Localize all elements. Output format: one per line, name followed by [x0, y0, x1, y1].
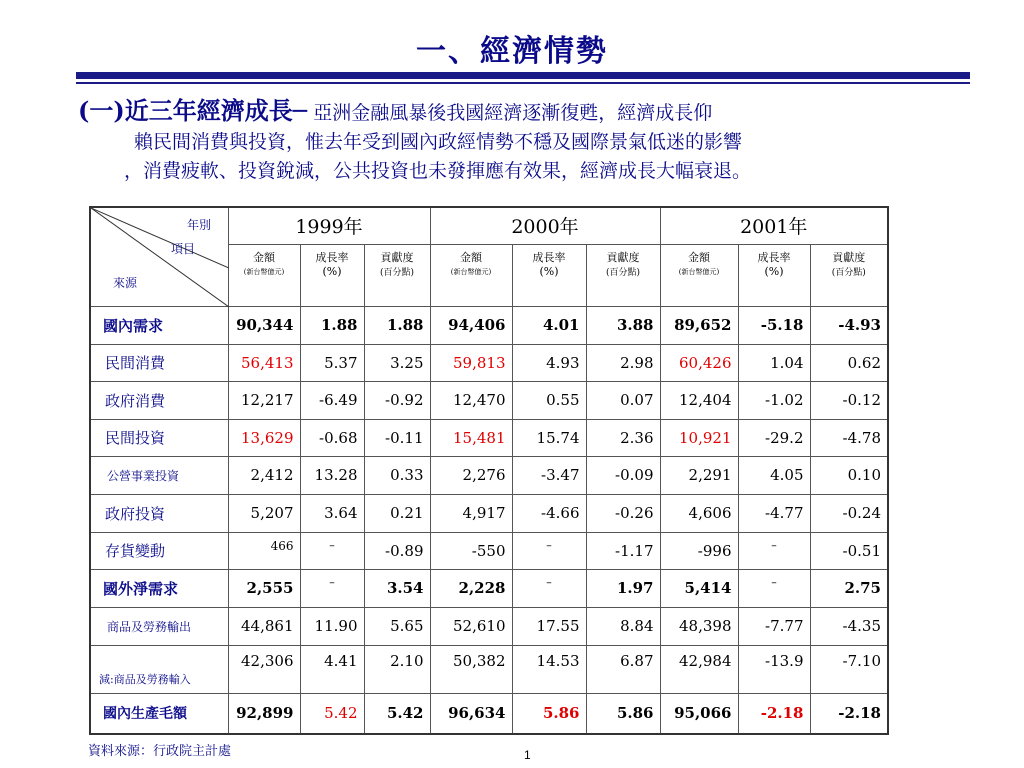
- table-cell: –: [738, 532, 810, 569]
- table-row: [90, 494, 888, 532]
- table-cell: 12,470: [430, 381, 512, 419]
- table-cell: -1.17: [586, 532, 660, 569]
- table-cell: -13.9: [738, 645, 810, 693]
- table-cell: -0.11: [364, 419, 430, 456]
- table-cell: 42,306: [228, 645, 300, 693]
- table-cell: -0.92: [364, 381, 430, 419]
- table-cell: -4.66: [512, 494, 586, 532]
- table-cell: 3.88: [586, 306, 660, 344]
- table-cell: 15,481: [430, 419, 512, 456]
- table-cell: 466: [228, 532, 300, 569]
- table-cell: 50,382: [430, 645, 512, 693]
- table-cell: 10,921: [660, 419, 738, 456]
- table-cell: 4,917: [430, 494, 512, 532]
- table-cell: 5,207: [228, 494, 300, 532]
- sub-header-amount: 金額 (新台幣億元): [430, 244, 512, 306]
- year-header-2001: 2001年: [660, 207, 888, 244]
- table-row: [90, 344, 888, 381]
- table-cell: 8.84: [586, 607, 660, 645]
- table-cell: 2.36: [586, 419, 660, 456]
- sub-header-growth: 成長率 (%): [512, 244, 586, 306]
- table-cell: -0.89: [364, 532, 430, 569]
- table-cell: 96,634: [430, 693, 512, 734]
- table-cell: 89,652: [660, 306, 738, 344]
- table-cell: 59,813: [430, 344, 512, 381]
- table-cell: -4.77: [738, 494, 810, 532]
- table-cell: 4.93: [512, 344, 586, 381]
- table-cell: -3.47: [512, 456, 586, 494]
- table-cell: 0.10: [810, 456, 888, 494]
- table-cell: -6.49: [300, 381, 364, 419]
- table-cell: -29.2: [738, 419, 810, 456]
- sub-header-contribution: 貢獻度 (百分點): [364, 244, 430, 306]
- table-cell: -0.09: [586, 456, 660, 494]
- table-cell: –: [512, 532, 586, 569]
- table-cell: 15.74: [512, 419, 586, 456]
- table-row: [90, 693, 888, 734]
- table-cell: 1.04: [738, 344, 810, 381]
- intro-line-2: 賴民間消費與投資，惟去年受到國內政經情勢不穩及國際景氣低迷的影響: [134, 131, 743, 153]
- row-label: 政府投資: [90, 494, 228, 532]
- table-cell: 56,413: [228, 344, 300, 381]
- table-cell: 3.54: [364, 569, 430, 607]
- table-cell: 1.88: [364, 306, 430, 344]
- sub-header-growth: 成長率 (%): [300, 244, 364, 306]
- intro-text-1: 亞洲金融風暴後我國經濟逐漸復甦，經濟成長仰: [307, 102, 713, 124]
- table-row: [90, 456, 888, 494]
- table-cell: 95,066: [660, 693, 738, 734]
- corner-label-item: 項目: [171, 242, 196, 256]
- table-cell: 0.55: [512, 381, 586, 419]
- table-cell: 90,344: [228, 306, 300, 344]
- table-cell: 94,406: [430, 306, 512, 344]
- table-cell: 14.53: [512, 645, 586, 693]
- table-cell: –: [300, 569, 364, 607]
- table-cell: 2.10: [364, 645, 430, 693]
- table-cell: 6.87: [586, 645, 660, 693]
- table-cell: 2,555: [228, 569, 300, 607]
- table-cell: -0.12: [810, 381, 888, 419]
- table-cell: -0.68: [300, 419, 364, 456]
- table-cell: 0.33: [364, 456, 430, 494]
- row-label: 商品及勞務輸出: [90, 607, 228, 645]
- table-cell: 2,291: [660, 456, 738, 494]
- table-cell: 13,629: [228, 419, 300, 456]
- table-cell: 5.42: [300, 693, 364, 734]
- table-cell: 2.75: [810, 569, 888, 607]
- table-cell: 5.65: [364, 607, 430, 645]
- sub-header-growth: 成長率 (%): [738, 244, 810, 306]
- table-cell: -7.10: [810, 645, 888, 693]
- sub-header-contribution: 貢獻度 (百分點): [810, 244, 888, 306]
- page-number: 1: [524, 748, 531, 762]
- table-cell: 12,404: [660, 381, 738, 419]
- table-cell: 2,276: [430, 456, 512, 494]
- corner-header: [90, 207, 228, 306]
- row-label: 減:商品及勞務輸入: [90, 645, 228, 693]
- table-row: [90, 607, 888, 645]
- table-cell: -0.51: [810, 532, 888, 569]
- intro-line-3: ，消費疲軟、投資銳減，公共投資也未發揮應有效果，經濟成長大幅衰退。: [124, 160, 752, 182]
- table-cell: 60,426: [660, 344, 738, 381]
- corner-label-year: 年別: [187, 218, 212, 232]
- sub-header-contribution: 貢獻度 (百分點): [586, 244, 660, 306]
- table-cell: 5.37: [300, 344, 364, 381]
- gdp-table: [89, 206, 889, 735]
- table-cell: 2,228: [430, 569, 512, 607]
- table-cell: 1.88: [300, 306, 364, 344]
- row-label: 國內生產毛額: [90, 693, 228, 734]
- table-cell: 3.64: [300, 494, 364, 532]
- table-cell: -7.77: [738, 607, 810, 645]
- corner-label-source: 來源: [113, 276, 138, 290]
- sub-header-amount: 金額 (新台幣億元): [660, 244, 738, 306]
- table-cell: 3.25: [364, 344, 430, 381]
- row-label: 民間消費: [90, 344, 228, 381]
- table-cell: 5.42: [364, 693, 430, 734]
- table-cell: 5.86: [512, 693, 586, 734]
- table-cell: 4.01: [512, 306, 586, 344]
- table-cell: 52,610: [430, 607, 512, 645]
- table-cell: 1.97: [586, 569, 660, 607]
- table-cell: –: [738, 569, 810, 607]
- table-cell: -5.18: [738, 306, 810, 344]
- row-label: 公營事業投資: [90, 456, 228, 494]
- table-row: [90, 532, 888, 569]
- table-cell: 48,398: [660, 607, 738, 645]
- title-rule-thick: [76, 72, 970, 79]
- table-cell: 4.05: [738, 456, 810, 494]
- table-cell: 0.07: [586, 381, 660, 419]
- title-rule-thin: [76, 82, 970, 84]
- table-cell: 13.28: [300, 456, 364, 494]
- intro-line-1: [78, 96, 978, 128]
- table-row: [90, 569, 888, 607]
- table-row: [90, 381, 888, 419]
- table-cell: 0.21: [364, 494, 430, 532]
- sub-header-amount: 金額 (新台幣億元): [228, 244, 300, 306]
- table-cell: –: [512, 569, 586, 607]
- row-label: 民間投資: [90, 419, 228, 456]
- source-note: 資料來源：行政院主計處: [88, 744, 232, 759]
- table-cell: 12,217: [228, 381, 300, 419]
- table-cell: 17.55: [512, 607, 586, 645]
- table-cell: -4.78: [810, 419, 888, 456]
- row-label: 存貨變動: [90, 532, 228, 569]
- table-cell: 5.86: [586, 693, 660, 734]
- table-cell: 2.98: [586, 344, 660, 381]
- table-row: [90, 645, 888, 693]
- section-heading: (一)近三年經濟成長─: [78, 96, 308, 125]
- year-header-2000: 2000年: [430, 207, 660, 244]
- table-cell: -2.18: [810, 693, 888, 734]
- table-cell: 0.62: [810, 344, 888, 381]
- table-row: [90, 419, 888, 456]
- table-cell: 4,606: [660, 494, 738, 532]
- table-cell: -0.24: [810, 494, 888, 532]
- table-cell: -4.93: [810, 306, 888, 344]
- table-row: [90, 306, 888, 344]
- table-cell: -550: [430, 532, 512, 569]
- table-cell: -2.18: [738, 693, 810, 734]
- table-cell: -996: [660, 532, 738, 569]
- page-title: 一、經濟情勢: [416, 34, 608, 69]
- table-cell: –: [300, 532, 364, 569]
- table-cell: 5,414: [660, 569, 738, 607]
- table-cell: 44,861: [228, 607, 300, 645]
- table-cell: 11.90: [300, 607, 364, 645]
- table-cell: 4.41: [300, 645, 364, 693]
- row-label: 國內需求: [90, 306, 228, 344]
- year-header-1999: 1999年: [228, 207, 430, 244]
- table-cell: -4.35: [810, 607, 888, 645]
- row-label: 政府消費: [90, 381, 228, 419]
- table-cell: 42,984: [660, 645, 738, 693]
- table-cell: 2,412: [228, 456, 300, 494]
- table-cell: -1.02: [738, 381, 810, 419]
- row-label: 國外淨需求: [90, 569, 228, 607]
- intro-paragraph: [78, 96, 978, 186]
- table-cell: -0.26: [586, 494, 660, 532]
- table-cell: 92,899: [228, 693, 300, 734]
